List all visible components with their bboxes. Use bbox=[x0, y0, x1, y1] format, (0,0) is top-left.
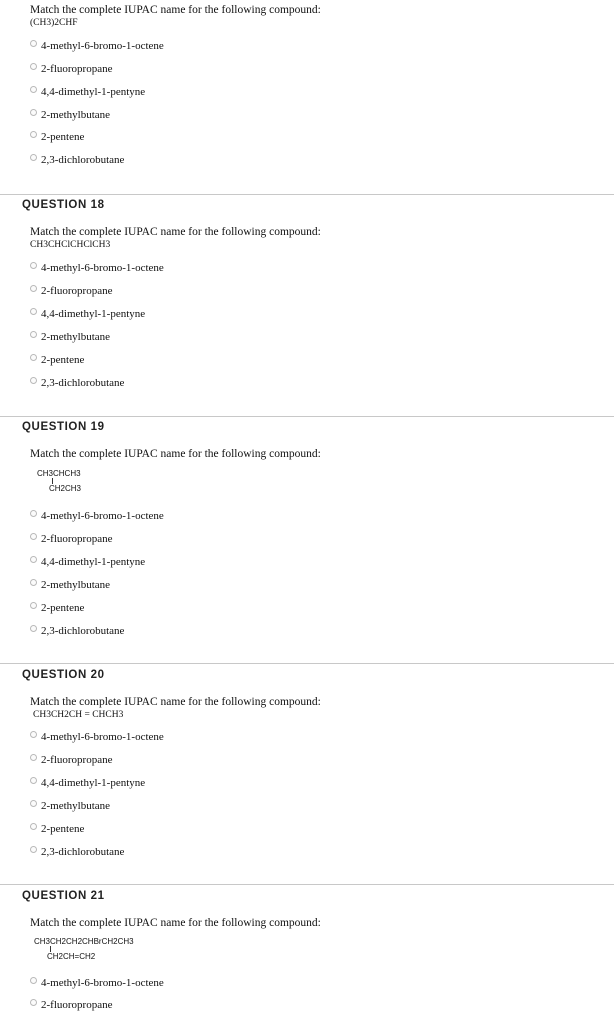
radio-button-icon[interactable] bbox=[30, 625, 37, 632]
question-19-title: QUESTION 19 bbox=[22, 421, 105, 433]
question-18-prompt: Match the complete IUPAC name for the following compound: bbox=[30, 226, 321, 238]
question-21-structure-line-2: CH2CH=CH2 bbox=[47, 952, 96, 961]
radio-button-icon[interactable] bbox=[30, 602, 37, 609]
question-21-title: QUESTION 21 bbox=[22, 890, 105, 902]
question-17-option-5[interactable]: 2-pentene bbox=[30, 130, 84, 144]
question-20-option-4[interactable]: 2-methylbutane bbox=[30, 799, 110, 813]
question-17-formula: (CH3)2CHF bbox=[30, 18, 78, 28]
radio-button-icon[interactable] bbox=[30, 131, 37, 138]
radio-button-icon[interactable] bbox=[30, 510, 37, 517]
question-19-option-5[interactable]: 2-pentene bbox=[30, 601, 84, 615]
radio-button-icon[interactable] bbox=[30, 154, 37, 161]
question-19-option-6[interactable]: 2,3-dichlorobutane bbox=[30, 624, 124, 638]
radio-button-icon[interactable] bbox=[30, 354, 37, 361]
question-17-option-6[interactable]: 2,3-dichlorobutane bbox=[30, 153, 124, 167]
radio-button-icon[interactable] bbox=[30, 40, 37, 47]
radio-button-icon[interactable] bbox=[30, 377, 37, 384]
radio-button-icon[interactable] bbox=[30, 285, 37, 292]
radio-button-icon[interactable] bbox=[30, 63, 37, 70]
question-17-option-1[interactable]: 4-methyl-6-bromo-1-octene bbox=[30, 39, 164, 53]
question-18-formula: CH3CHClCHClCH3 bbox=[30, 240, 111, 250]
question-17-option-4[interactable]: 2-methylbutane bbox=[30, 108, 110, 122]
question-19-structure-line-2: CH2CH3 bbox=[49, 484, 82, 493]
question-18-option-2[interactable]: 2-fluoropropane bbox=[30, 284, 112, 298]
question-18-option-4[interactable]: 2-methylbutane bbox=[30, 330, 110, 344]
section-divider bbox=[0, 663, 614, 664]
question-21-option-1[interactable]: 4-methyl-6-bromo-1-octene bbox=[30, 976, 164, 990]
question-18-option-6[interactable]: 2,3-dichlorobutane bbox=[30, 376, 124, 390]
question-20-option-2[interactable]: 2-fluoropropane bbox=[30, 753, 112, 767]
question-20-formula: CH3CH2CH = CHCH3 bbox=[33, 710, 124, 720]
question-18-option-3[interactable]: 4,4-dimethyl-1-pentyne bbox=[30, 307, 145, 321]
radio-button-icon[interactable] bbox=[30, 777, 37, 784]
question-17-option-3[interactable]: 4,4-dimethyl-1-pentyne bbox=[30, 85, 145, 99]
radio-button-icon[interactable] bbox=[30, 800, 37, 807]
section-divider bbox=[0, 416, 614, 417]
radio-button-icon[interactable] bbox=[30, 731, 37, 738]
question-17-prompt: Match the complete IUPAC name for the following compound: bbox=[30, 4, 321, 16]
radio-button-icon[interactable] bbox=[30, 262, 37, 269]
question-17-option-2[interactable]: 2-fluoropropane bbox=[30, 62, 112, 76]
radio-button-icon[interactable] bbox=[30, 754, 37, 761]
question-19-option-2[interactable]: 2-fluoropropane bbox=[30, 532, 112, 546]
question-20-prompt: Match the complete IUPAC name for the following compound: bbox=[30, 696, 321, 708]
radio-button-icon[interactable] bbox=[30, 533, 37, 540]
radio-button-icon[interactable] bbox=[30, 579, 37, 586]
radio-button-icon[interactable] bbox=[30, 999, 37, 1006]
section-divider bbox=[0, 194, 614, 195]
question-21-structure-line-1: CH3CH2CH2CHBrCH2CH3 bbox=[34, 937, 134, 946]
question-19-option-1[interactable]: 4-methyl-6-bromo-1-octene bbox=[30, 509, 164, 523]
question-19-option-3[interactable]: 4,4-dimethyl-1-pentyne bbox=[30, 555, 145, 569]
section-divider bbox=[0, 884, 614, 885]
question-20-option-6[interactable]: 2,3-dichlorobutane bbox=[30, 845, 124, 859]
question-19-prompt: Match the complete IUPAC name for the following compound: bbox=[30, 448, 321, 460]
radio-button-icon[interactable] bbox=[30, 308, 37, 315]
question-18-title: QUESTION 18 bbox=[22, 199, 105, 211]
radio-button-icon[interactable] bbox=[30, 109, 37, 116]
question-18-option-5[interactable]: 2-pentene bbox=[30, 353, 84, 367]
question-20-option-3[interactable]: 4,4-dimethyl-1-pentyne bbox=[30, 776, 145, 790]
radio-button-icon[interactable] bbox=[30, 846, 37, 853]
radio-button-icon[interactable] bbox=[30, 556, 37, 563]
question-20-option-1[interactable]: 4-methyl-6-bromo-1-octene bbox=[30, 730, 164, 744]
question-19-structure-line-1: CH3CHCH3 bbox=[37, 469, 81, 478]
question-20-title: QUESTION 20 bbox=[22, 669, 105, 681]
radio-button-icon[interactable] bbox=[30, 823, 37, 830]
question-21-option-2[interactable]: 2-fluoropropane bbox=[30, 998, 112, 1012]
radio-button-icon[interactable] bbox=[30, 86, 37, 93]
question-18-option-1[interactable]: 4-methyl-6-bromo-1-octene bbox=[30, 261, 164, 275]
radio-button-icon[interactable] bbox=[30, 331, 37, 338]
radio-button-icon[interactable] bbox=[30, 977, 37, 984]
question-19-option-4[interactable]: 2-methylbutane bbox=[30, 578, 110, 592]
question-20-option-5[interactable]: 2-pentene bbox=[30, 822, 84, 836]
question-21-prompt: Match the complete IUPAC name for the following compound: bbox=[30, 917, 321, 929]
